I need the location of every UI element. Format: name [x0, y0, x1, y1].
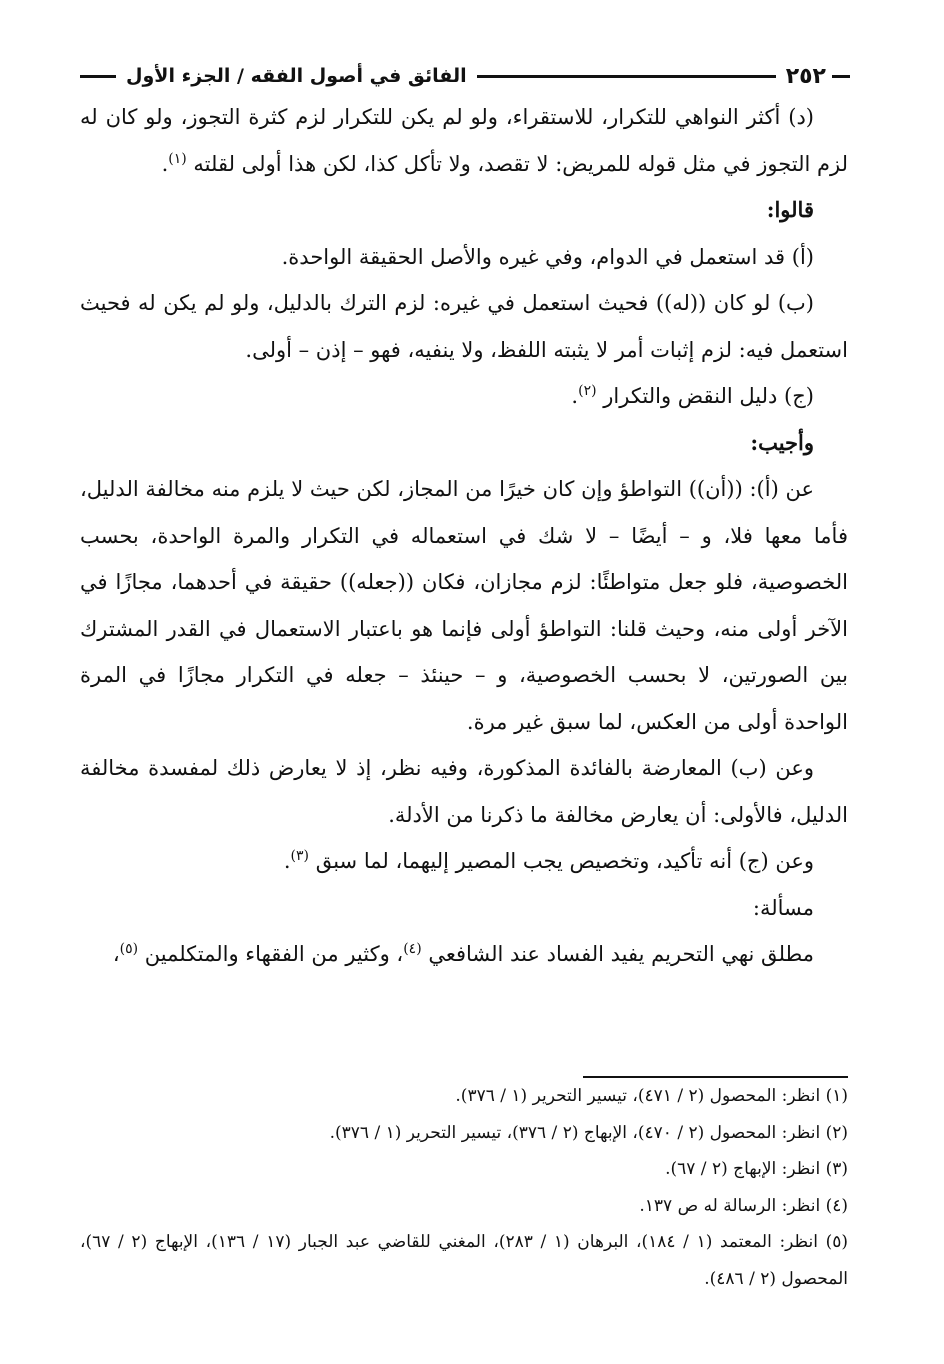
- paragraph-b: (ب) لو كان ((له)) فحيث استعمل في غيره: لزم الترك بالدليل، ولو لم يكن له فحيث استعمل فيه: لزم إثبات أمر لا يثبته اللفظ، ولا ينفيه، فهو – إذن – أولى.: [80, 291, 848, 362]
- heading-masala: مسألة:: [752, 895, 814, 920]
- footnote-ref-1: (١): [168, 150, 187, 167]
- heading-ujib: وأجيب:: [750, 429, 814, 455]
- paragraph-masala-text-b: ، وكثير من الفقهاء والمتكلمين: [144, 942, 404, 966]
- main-text: [80, 94, 848, 978]
- footnote-2: (٢) انظر: المحصول (٢ / ٤٧٠)، الإبهاج (٢ / ٣٧٦)، تيسير التحرير (١ / ٣٧٦).: [329, 1122, 848, 1143]
- heading-qalu: قالوا:: [766, 197, 814, 222]
- header-dash-end: [80, 75, 116, 78]
- footnote-ref-3: (٣): [290, 848, 310, 864]
- paragraph-d: [80, 94, 848, 187]
- paragraph-answer-c-end: .: [283, 849, 291, 873]
- running-title: الفائق في أصول الفقه / الجزء الأول: [126, 65, 467, 87]
- paragraph-answer-a: عن (أ): ((أن)) التواطؤ وإن كان خيرًا من المجاز، لكن حيث لا يلزم منه مخالفة الدليل، فأما معها فلا، و – أيضًا – لا شك في استعماله في التكرار والمرة الواحدة، بحسب الخصوصية، فلو جعل متواطئًا: لزم مجازان، فكان ((جعله)) حقيقة في أحدهما، مجازًا في الآخر أولى منه، وحيث قلنا: التواطؤ أولى فإنما هو باعتبار الاستعمال في القدر المشترك بين الصورتين، لا بحسب الخصوصية، و – حينئذ – جعله في التكرار مجازًا في المرة الواحدة أولى من العكس، لما سبق غير مرة.: [80, 477, 848, 734]
- footnote-3: (٣) انظر: الإبهاج (٢ / ٦٧).: [665, 1159, 848, 1179]
- paragraph-c-end: .: [571, 384, 579, 408]
- header-rule: [477, 75, 776, 78]
- paragraph-masala: [80, 931, 848, 978]
- footnote-ref-4: (٤): [403, 941, 422, 957]
- paragraph-answer-c: [80, 838, 848, 885]
- paragraph-masala-text-a: مطلق نهي التحريم يفيد الفساد عند الشافعي: [428, 942, 814, 966]
- paragraph-c-text: (ج) دليل النقض والتكرار: [603, 384, 814, 408]
- footnotes: [80, 1078, 848, 1297]
- paragraph-d-end: .: [161, 151, 169, 176]
- paragraph-c: [80, 373, 848, 420]
- page-number: ٢٥٢: [785, 63, 826, 89]
- header-dash-start: [832, 75, 850, 78]
- footnote-5: (٥) انظر: المعتمد (١ / ١٨٤)، البرهان (١ / ٢٨٣)، المغني للقاضي عبد الجبار (١٧ / ١٣٦)، الإبهاج (٢ / ٦٧)، المحصول (٢ / ٤٨٦).: [80, 1232, 849, 1289]
- paragraph-d-text: (د) أكثر النواهي للتكرار، للاستقراء، ولو لم يكن للتكرار لزم كثرة التجوز، ولو كان له لزم التجوز في مثل قوله للمريض: لا تقصد، ولا تأكل كذا، لكن هذا أولى لقلته: [80, 105, 848, 176]
- paragraph-a: (أ) قد استعمل في الدوام، وفي غيره والأصل الحقيقة الواحدة.: [281, 244, 814, 269]
- footnote-ref-5: (٥): [119, 941, 139, 957]
- paragraph-masala-end: ،: [112, 942, 120, 966]
- footnote-1: (١) انظر: المحصول (٢ / ٤٧١)، تيسير التحرير (١ / ٣٧٦).: [455, 1086, 848, 1106]
- footnote-4: (٤) انظر: الرسالة له ص ١٣٧.: [639, 1195, 848, 1216]
- paragraph-answer-b: وعن (ب) المعارضة بالفائدة المذكورة، وفيه نظر، إذ لا يعارض ذلك لمفسدة مخالفة الدليل، فالأولى: أن يعارض مخالفة ما ذكرنا من الأدلة.: [80, 756, 848, 827]
- footnote-ref-2: (٢): [578, 383, 597, 399]
- running-header: [80, 58, 850, 94]
- paragraph-answer-c-text: وعن (ج) أنه تأكيد، وتخصيص يجب المصير إليهما، لما سبق: [315, 849, 814, 873]
